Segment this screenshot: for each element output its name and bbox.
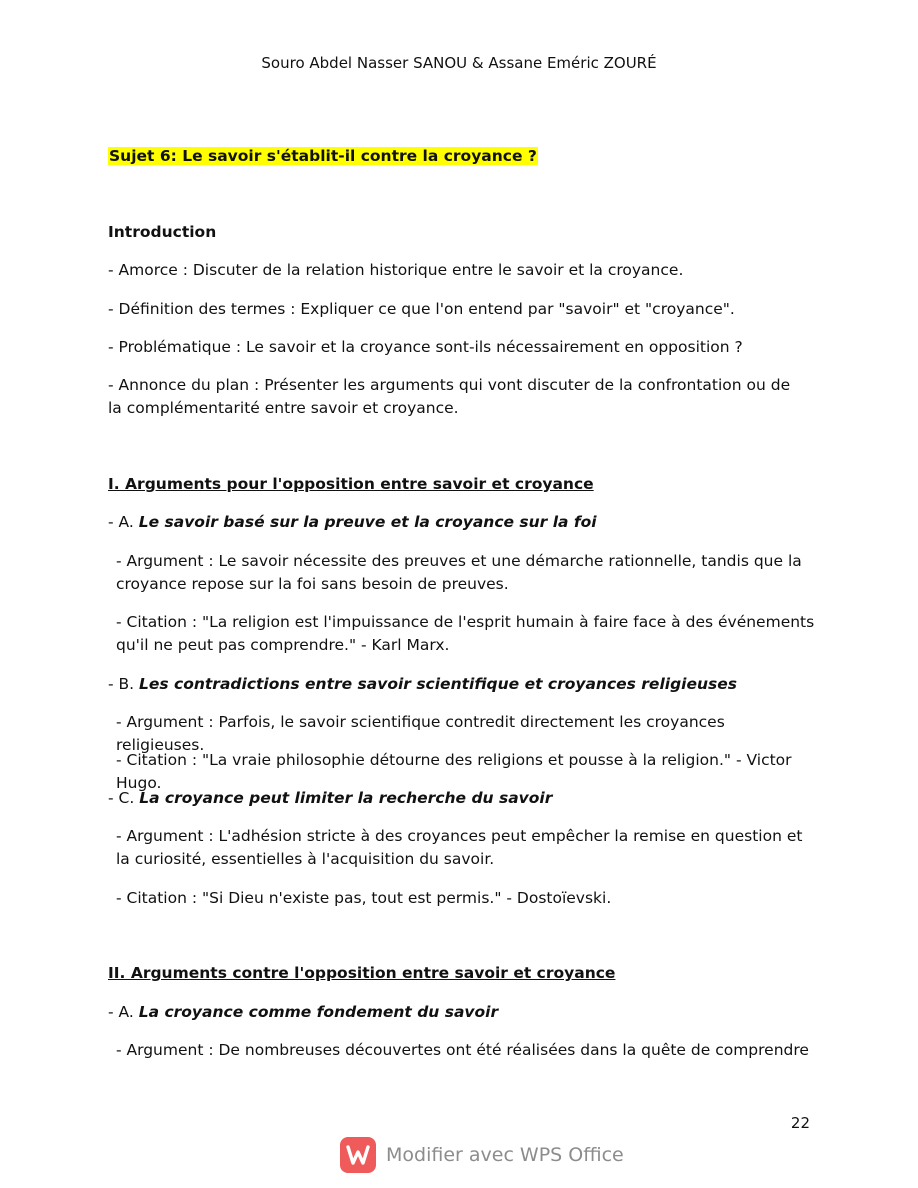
section-heading-part-1: I. Arguments pour l'opposition entre savoir et croyance xyxy=(108,475,594,493)
subsection-prefix: - C. xyxy=(108,789,140,807)
subsection-title: La croyance comme fondement du savoir xyxy=(138,1003,499,1021)
citation-text: - Citation : "Si Dieu n'existe pas, tout est permis." - Dostoïevski. xyxy=(116,889,612,907)
argument-text: - Argument : Le savoir nécessite des preuves et une démarche rationnelle, tandis que la croyance repose sur la foi sans besoin de preuves. xyxy=(116,552,802,593)
citation-text: - Citation : "La vraie philosophie détourne des religions et pousse à la religion." - Victor Hugo. xyxy=(116,751,792,792)
intro-item: - Annonce du plan : Présenter les arguments qui vont discuter de la confrontation ou de la complémentarité entre savoir et croyance. xyxy=(108,376,791,417)
intro-item: - Définition des termes : Expliquer ce que l'on entend par "savoir" et "croyance". xyxy=(108,300,735,318)
subject-line xyxy=(108,145,808,168)
subsection-title: Le savoir basé sur la preuve et la croyance sur la foi xyxy=(138,513,597,531)
page-number: 22 xyxy=(790,1114,810,1132)
subsection-prefix: - A. xyxy=(108,1003,139,1021)
intro-item: - Amorce : Discuter de la relation historique entre le savoir et la croyance. xyxy=(108,261,684,279)
subsection-title: La croyance peut limiter la recherche du savoir xyxy=(139,789,553,807)
argument-text: - Argument : De nombreuses découvertes ont été réalisées dans la quête de comprendre xyxy=(116,1041,809,1059)
subsection-prefix: - B. xyxy=(108,675,140,693)
citation-text: - Citation : "La religion est l'impuissance de l'esprit humain à faire face à des événements qu'il ne peut pas comprendre." - Karl Marx. xyxy=(116,613,815,654)
introduction-heading: Introduction xyxy=(108,223,217,241)
subsection-heading xyxy=(108,1001,808,1024)
wps-edit-label[interactable]: Modifier avec WPS Office xyxy=(386,1144,624,1166)
subsection-prefix: - A. xyxy=(108,513,139,531)
subsection-heading xyxy=(108,787,808,810)
argument-text: - Argument : L'adhésion stricte à des croyances peut empêcher la remise en question et la curiosité, essentielles à l'acquisition du savoir. xyxy=(116,827,803,868)
subsection-title: Les contradictions entre savoir scientifique et croyances religieuses xyxy=(139,675,737,693)
wps-office-logo-icon xyxy=(340,1137,376,1173)
intro-item: - Problématique : Le savoir et la croyance sont-ils nécessairement en opposition ? xyxy=(108,338,743,356)
page-header: Souro Abdel Nasser SANOU & Assane Eméric ZOURÉ xyxy=(261,54,657,72)
section-heading-part-2: II. Arguments contre l'opposition entre savoir et croyance xyxy=(108,964,616,982)
wps-edit-banner[interactable] xyxy=(340,1136,624,1174)
subsection-heading xyxy=(108,511,808,534)
subject-title: Sujet 6: Le savoir s'établit-il contre la croyance ? xyxy=(109,147,537,165)
argument-text: - Argument : Parfois, le savoir scientifique contredit directement les croyances religieuses. xyxy=(116,713,725,754)
subsection-heading xyxy=(108,673,808,696)
